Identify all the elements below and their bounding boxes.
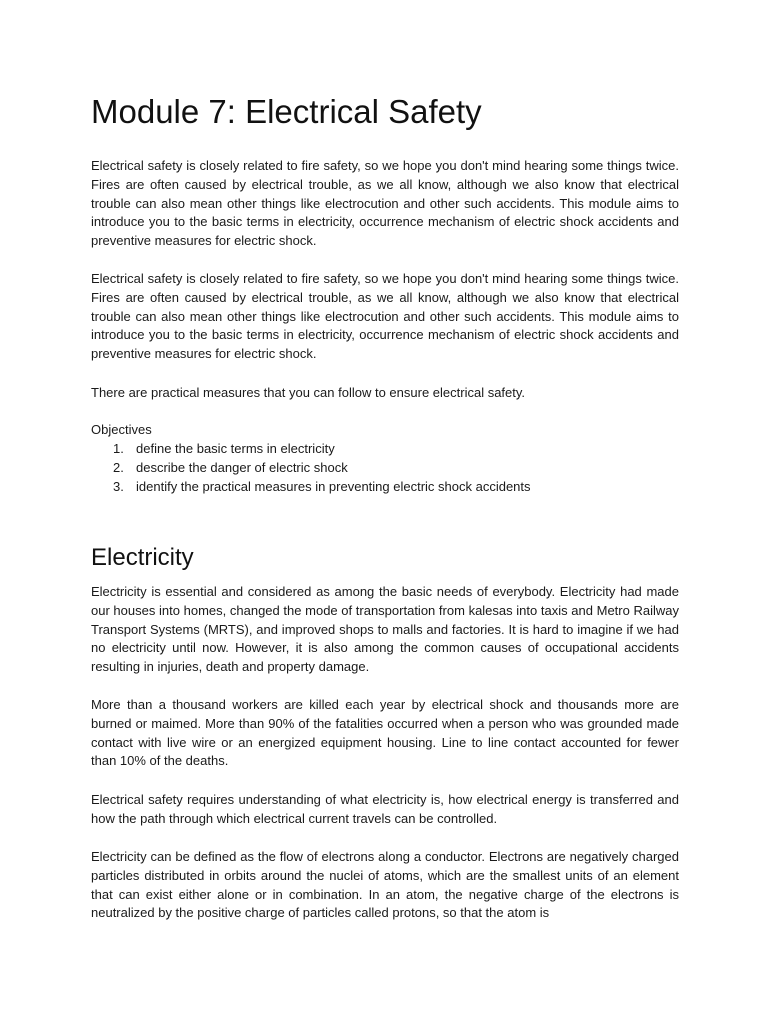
objective-text: describe the danger of electric shock bbox=[136, 459, 348, 475]
objective-text: define the basic terms in electricity bbox=[136, 441, 335, 456]
objective-number: 1. bbox=[113, 441, 124, 456]
intro-paragraph-1: Electrical safety is closely related to fire safety, so we hope you don't mind hearing some things twice. Fires are often caused by electrical trouble, as we all know, although we also know that electrical trouble can also mean other things like electrocution and other such accidents. This module aims to introduce you to the basic terms in electricity, occurrence mechanism of electric shock accidents and preventive measures for electric shock. bbox=[91, 158, 679, 249]
objective-item bbox=[91, 440, 679, 459]
objective-item bbox=[91, 459, 679, 478]
electricity-paragraph-2: More than a thousand workers are killed each year by electrical shock and thousands more are burned or maimed. More than 90% of the fatalities occurred when a person who was grounded made contact with live wire or an energized equipment housing. Line to line contact accounted for fewer than 10% of the deaths. bbox=[91, 697, 679, 769]
objectives-label: Objectives bbox=[91, 422, 152, 437]
objective-text: identify the practical measures in preventing electric shock accidents bbox=[136, 478, 531, 494]
electricity-paragraph-4: Electricity can be defined as the flow of electrons along a conductor. Electrons are negatively charged particles distributed in orbits around the nuclei of atoms, which are the smallest units of an element that can exist either alone or in combination. In an atom, the negative charge of the electrons is neutralized by the positive charge of particles called protons, so that the atom is bbox=[91, 849, 679, 921]
page-title: Module 7: Electrical Safety bbox=[91, 93, 482, 130]
practical-measures-note: There are practical measures that you can follow to ensure electrical safety. bbox=[91, 385, 526, 400]
objectives-list bbox=[91, 440, 679, 496]
objective-item bbox=[91, 478, 679, 497]
electricity-paragraph-1: Electricity is essential and considered as among the basic needs of everybody. Electricity had made our houses into homes, changed the mode of transportation from kalesas into taxis and Metro Railway Transport Systems (MRTS), and improved shops to malls and factories. It is hard to imagine if we had no electricity until now. However, it is also among the common causes of occupational accidents resulting in injuries, death and property damage. bbox=[91, 584, 679, 675]
section-heading-electricity: Electricity bbox=[91, 544, 194, 571]
objective-number: 3. bbox=[113, 478, 124, 494]
intro-paragraph-2: Electrical safety is closely related to fire safety, so we hope you don't mind hearing some things twice. Fires are often caused by electrical trouble, as we all know, although we also know that electrical trouble can also mean other things like electrocution and other such accidents. This module aims to introduce you to the basic terms in electricity, occurrence mechanism of electric shock accidents and preventive measures for electric shock. bbox=[91, 271, 679, 362]
electricity-paragraph-3: Electrical safety requires understanding of what electricity is, how electrical energy is transferred and how the path through which electrical current travels can be controlled. bbox=[91, 792, 679, 826]
objective-number: 2. bbox=[113, 459, 124, 475]
